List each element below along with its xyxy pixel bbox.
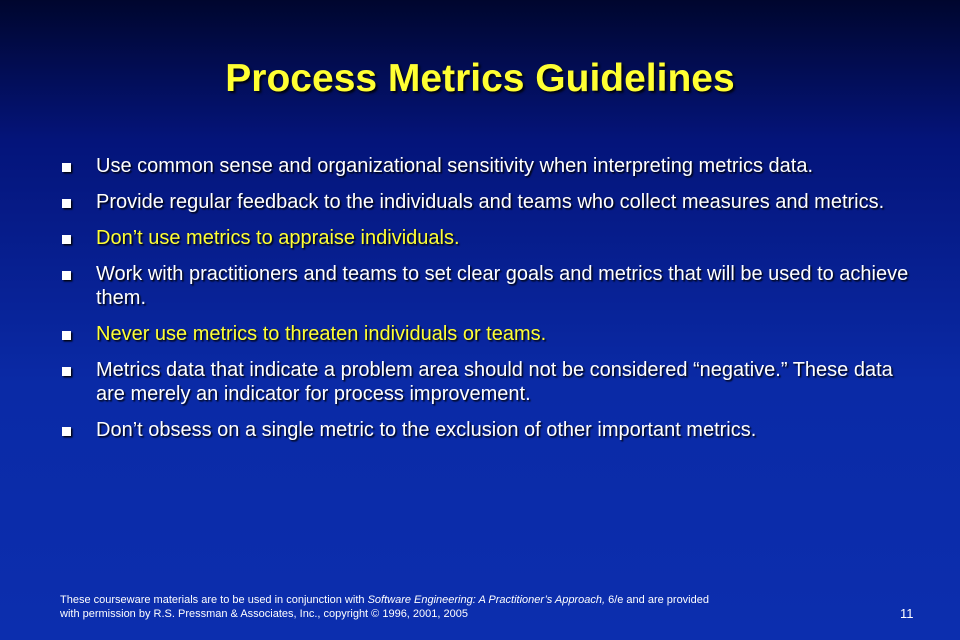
bullet-item (62, 190, 912, 214)
book-title: Software Engineering: A Practitioner’s Approach, (367, 594, 606, 606)
square-bullet-icon (62, 199, 71, 208)
bullet-item (62, 418, 912, 442)
bullet-item (62, 358, 912, 406)
footer-line-1 (60, 593, 860, 607)
square-bullet-icon (62, 367, 71, 376)
footer-text: These courseware materials are to be used in conjunction with (60, 594, 368, 606)
footer-line-2: with permission by R.S. Pressman & Associates, Inc., copyright © 1996, 2001, 2005 (60, 608, 468, 620)
bullet-text: Work with practitioners and teams to set clear goals and metrics that will be used to achieve them. (96, 263, 909, 309)
bullet-text: Metrics data that indicate a problem area should not be considered “negative.” These data are merely an indicator for process improvement. (96, 359, 893, 405)
bullet-item (62, 262, 912, 310)
bullet-item (62, 322, 912, 346)
page-number: 11 (900, 606, 914, 621)
bullet-list (62, 154, 912, 454)
bullet-text: Use common sense and organizational sensitivity when interpreting metrics data. (96, 155, 814, 177)
bullet-item (62, 154, 912, 178)
square-bullet-icon (62, 331, 71, 340)
square-bullet-icon (62, 271, 71, 280)
bullet-text: Don’t obsess on a single metric to the exclusion of other important metrics. (96, 419, 757, 441)
square-bullet-icon (62, 163, 71, 172)
bullet-text: Don’t use metrics to appraise individuals. (96, 227, 460, 249)
bullet-text: Never use metrics to threaten individuals or teams. (96, 323, 547, 345)
footer-text: 6/e and are provided (605, 594, 709, 606)
square-bullet-icon (62, 235, 71, 244)
bullet-text: Provide regular feedback to the individuals and teams who collect measures and metrics. (96, 191, 885, 213)
slide-title: Process Metrics Guidelines (225, 57, 735, 100)
bullet-item (62, 226, 912, 250)
copyright-footer (60, 593, 860, 621)
square-bullet-icon (62, 427, 71, 436)
